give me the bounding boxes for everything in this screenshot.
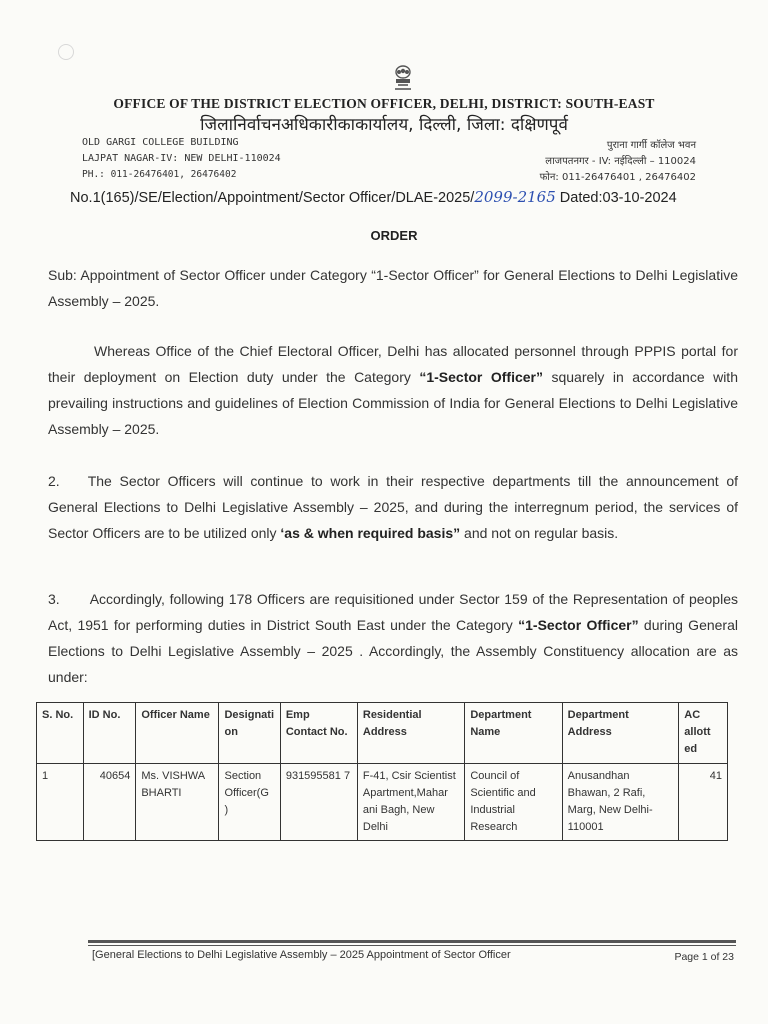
footer-title: [General Elections to Delhi Legislative Assembly – 2025 Appointment of Sector Officer [92,949,511,961]
address-line-2: LAJPAT NAGAR-IV: NEW DELHI-110024 [82,153,281,164]
basis-emphasis: ‘as & when required basis” [280,525,461,541]
punch-hole [58,44,74,60]
table-header-cell: ID No. [83,703,136,764]
subject-paragraph: Sub: Appointment of Sector Officer under Category “1-Sector Officer” for General Elections to Delhi Legislative Assembly – 2025. [48,267,738,309]
table-cell-dept-address: Anusandhan Bhawan, 2 Rafi, Marg, New Delhi-110001 [562,764,679,841]
table-row [37,764,728,841]
table-cell-id: 40654 [83,764,136,841]
table-header-row [37,703,728,764]
table-header-cell: AC allott ed [679,703,728,764]
paragraph-3: 3. Accordingly, following 178 Officers are requisitioned under Sector 159 of the Representation of peoples Act, 1951 for performing duties in District South East under the Category “1-Sector Officer” during General Elections to Delhi Legislative Assembly – 2025 . Accordingly, the Assembly Constituency allocation are as under: [48,591,738,685]
address-line-1: OLD GARGI COLLEGE BUILDING [82,137,239,148]
table-cell-designation: Section Officer(G ) [219,764,280,841]
table-cell-name: Ms. VISHWA BHARTI [136,764,219,841]
reference-date: Dated:03-10-2024 [559,190,677,206]
phone-hindi-line: फोन: 011-26476401 , 26476402 [539,172,696,183]
category-emphasis: “1-Sector Officer” [419,369,543,385]
paragraph-2: 2. The Sector Officers will continue to work in their respective departments till the announcement of General Elections to Delhi Legislative Assembly – 2025, and during the interregnum period, the services of Sector Officers are to be utilized only ‘as & when required basis” and not on regular basis. [48,473,738,541]
paragraph-1: Whereas Office of the Chief Electoral Officer, Delhi has allocated personnel through PPPIS portal for their deployment on Election duty under the Category “1-Sector Officer” squarely in accordance with prevailing instructions and guidelines of Election Commission of India for General Elections to Delhi Legislative Assembly – 2025. [48,343,738,437]
table-header-cell: Department Name [465,703,562,764]
office-title-english: OFFICE OF THE DISTRICT ELECTION OFFICER, DELHI, DISTRICT: SOUTH-EAST [113,96,655,111]
order-heading: ORDER [370,228,418,243]
table-cell-residence: F-41, Csir Scientist Apartment,Mahar ani Bagh, New Delhi [357,764,464,841]
page-number: Page 1 of 23 [674,951,734,963]
table-cell-contact: 931595581 7 [280,764,357,841]
table-cell-ac: 41 [679,764,728,841]
national-emblem-icon [392,64,414,92]
table-header-cell: Officer Name [136,703,219,764]
table-header-cell: Designati on [219,703,280,764]
reference-line [70,188,677,206]
footer-divider [88,940,736,943]
table-cell-department: Council of Scientific and Industrial Research [465,764,562,841]
table-header-cell: Department Address [562,703,679,764]
reference-number: No.1(165)/SE/Election/Appointment/Sector Officer/DLAE-2025/ [70,190,475,206]
officer-table [36,702,728,841]
address-hindi-line-1: पुराना गार्गी कॉलेज भवन [606,140,696,151]
footer-divider-thin [88,945,736,946]
handwritten-number: 2099-2165 [474,188,556,206]
table-header-cell: Residential Address [357,703,464,764]
address-hindi-line-2: लाजपतनगर - IV: नईदिल्ली – 110024 [545,156,696,167]
table-header-cell: S. No. [37,703,84,764]
table-header-cell: Emp Contact No. [280,703,357,764]
phone-line: PH.: 011-26476401, 26476402 [82,169,237,180]
category-emphasis-2: “1-Sector Officer” [518,617,639,633]
table-cell-sno: 1 [37,764,84,841]
office-title-hindi: जिलानिर्वाचनअधिकारीकाकार्यालय, दिल्ली, जिला: दक्षिणपूर्व [200,115,568,135]
